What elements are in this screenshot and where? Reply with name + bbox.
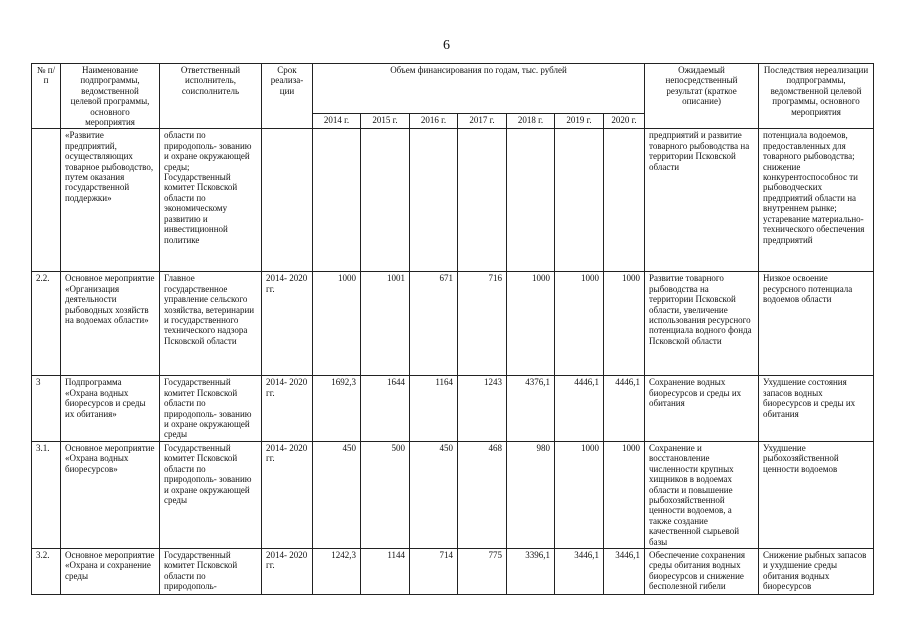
row-value: 1000 — [604, 441, 645, 548]
row-value: 1000 — [507, 272, 555, 376]
table-row — [32, 376, 874, 441]
row-value: 1000 — [313, 272, 361, 376]
row-consequence: Ухудшение состояния запасов водных биоресурсов и среды их обитания — [759, 376, 874, 441]
row-name: Основное мероприятие «Охрана и сохранение среды — [61, 548, 160, 594]
row-value: 4446,1 — [555, 376, 604, 441]
row-value: 3446,1 — [555, 548, 604, 594]
header-executor: Ответственный исполнитель, соисполнитель — [160, 64, 262, 129]
row-consequence: потенциала водоемов, предоставленных для товарного рыбоводства; снижение конкурентоспособнос ти рыбоводческих предприятий области на внутреннем рынке; устаревание материально- технического обеспечения предприятий — [759, 129, 874, 272]
row-executor: Государственный комитет Псковской области по природополь- зованию и охране окружающей среды — [160, 376, 262, 441]
row-value — [555, 129, 604, 272]
header-year: 2017 г. — [458, 114, 507, 129]
row-value — [361, 129, 410, 272]
row-consequence: Низкое освоение ресурсного потенциала водоемов области — [759, 272, 874, 376]
header-year: 2016 г. — [410, 114, 458, 129]
header-year: 2014 г. — [313, 114, 361, 129]
row-value — [313, 129, 361, 272]
row-value: 4376,1 — [507, 376, 555, 441]
row-name: Основное мероприятие «Организация деятельности рыбоводных хозяйств на водоемах области» — [61, 272, 160, 376]
row-consequence: Снижение рыбных запасов и ухудшение среды обитания водных биоресурсов — [759, 548, 874, 594]
row-value: 3396,1 — [507, 548, 555, 594]
row-value — [507, 129, 555, 272]
header-name: Наименование подпрограммы, ведомственной целевой программы, основного мероприятия — [61, 64, 160, 129]
row-value — [458, 129, 507, 272]
page-number: 6 — [443, 38, 450, 53]
row-value: 1000 — [604, 272, 645, 376]
row-value: 450 — [410, 441, 458, 548]
row-result: предприятий и развитие товарного рыбоводства на территории Псковской области — [645, 129, 759, 272]
row-period: 2014- 2020 гг. — [262, 441, 313, 548]
row-period — [262, 129, 313, 272]
row-executor: области по природополь- зованию и охране окружающей среды; Государственный комитет Псковской области по экономическому развитию и инвестиционной политике — [160, 129, 262, 272]
row-result: Сохранение и восстановление численности крупных хищников в водоемах области и повышение рыбохозяйственной ценности водоемов, а также создание качественной сырьевой базы — [645, 441, 759, 548]
row-value: 4446,1 — [604, 376, 645, 441]
row-value: 1144 — [361, 548, 410, 594]
row-period: 2014- 2020 гг. — [262, 376, 313, 441]
row-value: 980 — [507, 441, 555, 548]
row-value: 775 — [458, 548, 507, 594]
header-row — [32, 64, 874, 114]
row-value: 1001 — [361, 272, 410, 376]
table-row — [32, 272, 874, 376]
row-result: Сохранение водных биоресурсов и среды их обитания — [645, 376, 759, 441]
row-name: Основное мероприятие «Охрана водных биоресурсов» — [61, 441, 160, 548]
row-value: 500 — [361, 441, 410, 548]
row-value: 450 — [313, 441, 361, 548]
row-value: 1243 — [458, 376, 507, 441]
header-year: 2015 г. — [361, 114, 410, 129]
header-year: 2018 г. — [507, 114, 555, 129]
table-row — [32, 548, 874, 594]
row-value: 1242,3 — [313, 548, 361, 594]
table-row — [32, 441, 874, 548]
row-num: 2.2. — [32, 272, 61, 376]
row-num: 3 — [32, 376, 61, 441]
header-period: Срок реализа- ции — [262, 64, 313, 129]
row-period: 2014- 2020 гг. — [262, 272, 313, 376]
row-value: 1692,3 — [313, 376, 361, 441]
header-year: 2020 г. — [604, 114, 645, 129]
row-period: 2014- 2020 гг. — [262, 548, 313, 594]
header-consequence: Последствия нереализации подпрограммы, ведомственной целевой программы, основного мероприятия — [759, 64, 874, 129]
row-value — [604, 129, 645, 272]
header-num: № п/п — [32, 64, 61, 129]
row-value: 671 — [410, 272, 458, 376]
header-year: 2019 г. — [555, 114, 604, 129]
row-value — [410, 129, 458, 272]
row-num: 3.1. — [32, 441, 61, 548]
row-value: 3446,1 — [604, 548, 645, 594]
row-executor: Государственный комитет Псковской области по природополь- — [160, 548, 262, 594]
row-result: Обеспечение сохранения среды обитания водных биоресурсов и снижение бесполезной гибели — [645, 548, 759, 594]
row-value: 1164 — [410, 376, 458, 441]
row-consequence: Ухудшение рыбохозяйственной ценности водоемов — [759, 441, 874, 548]
row-value: 716 — [458, 272, 507, 376]
row-result: Развитие товарного рыбоводства на территории Псковской области, увеличение использования ресурсного потенциала водного фонда Псковской области — [645, 272, 759, 376]
program-table — [31, 63, 874, 595]
row-executor: Государственный комитет Псковской области по природополь- зованию и охране окружающей среды — [160, 441, 262, 548]
table-row — [32, 129, 874, 272]
row-num — [32, 129, 61, 272]
row-value: 1000 — [555, 441, 604, 548]
row-name: «Развитие предприятий, осуществляющих товарное рыбоводство, путем оказания государственной поддержки» — [61, 129, 160, 272]
header-funding: Объем финансирования по годам, тыс. рублей — [313, 64, 645, 114]
row-executor: Главное государственное управление сельского хозяйства, ветеринарии и государственного технического надзора Псковской области — [160, 272, 262, 376]
row-name: Подпрограмма «Охрана водных биоресурсов и среды их обитания» — [61, 376, 160, 441]
row-value: 1000 — [555, 272, 604, 376]
header-result: Ожидаемый непосредственный результат (краткое описание) — [645, 64, 759, 129]
row-value: 1644 — [361, 376, 410, 441]
row-value: 468 — [458, 441, 507, 548]
row-value: 714 — [410, 548, 458, 594]
row-num: 3.2. — [32, 548, 61, 594]
